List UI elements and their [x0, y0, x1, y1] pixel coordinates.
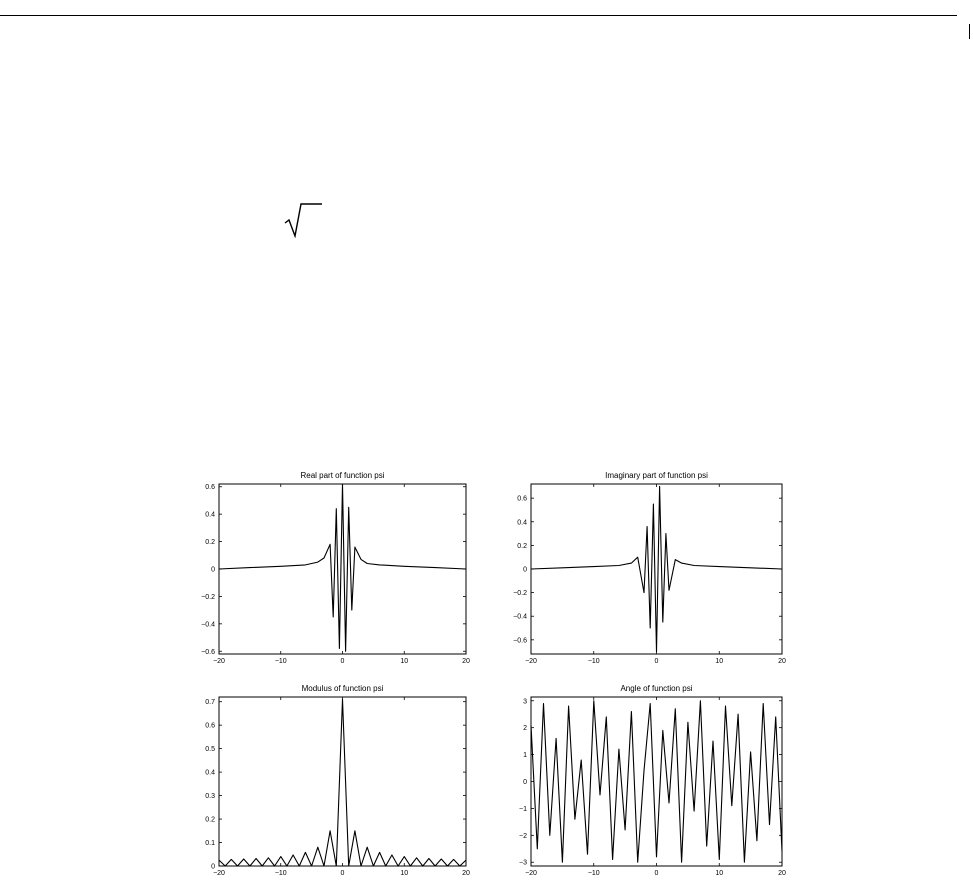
chart-title: Real part of function psi [300, 471, 385, 480]
y-tick-label: 0.2 [205, 539, 215, 547]
y-tick-label: −0.4 [513, 613, 527, 621]
axes-frame [531, 697, 782, 866]
series-line [219, 484, 466, 651]
plot-imaginary-part [513, 471, 786, 665]
x-tick-label: −10 [587, 658, 600, 665]
y-tick-label: 0.4 [205, 511, 215, 519]
chart-title: Imaginary part of function psi [605, 471, 708, 480]
chart-title: Modulus of function psi [301, 684, 384, 693]
x-tick-label: 20 [462, 870, 470, 877]
y-tick-label: 2 [523, 725, 527, 733]
x-tick-label: 20 [778, 870, 786, 877]
y-tick-label: 0 [211, 566, 215, 574]
x-tick-label: 10 [715, 870, 724, 877]
series-line [531, 701, 782, 862]
chart-title: Angle of function psi [620, 684, 693, 693]
x-tick-label: 0 [340, 658, 345, 665]
y-tick-label: 0.5 [205, 746, 215, 754]
y-tick-label: 0.2 [517, 542, 527, 550]
y-tick-label: −1 [519, 805, 527, 813]
y-tick-label: −0.6 [201, 648, 215, 656]
x-tick-label: −20 [213, 658, 225, 665]
x-tick-label: −10 [274, 870, 287, 877]
x-tick-label: 10 [715, 658, 724, 665]
y-tick-label: −2 [519, 832, 527, 840]
plot-angle [519, 684, 786, 877]
x-tick-label: 0 [654, 870, 659, 877]
y-tick-label: 0.4 [205, 769, 215, 777]
y-tick-label: −0.2 [513, 590, 527, 598]
y-tick-label: 0.6 [517, 495, 527, 503]
x-tick-label: −10 [587, 870, 600, 877]
series-line [219, 699, 466, 866]
y-tick-label: 0.4 [517, 519, 527, 527]
y-tick-label: 0.6 [205, 484, 215, 492]
x-tick-label: 0 [340, 870, 345, 877]
y-tick-label: −3 [519, 859, 527, 867]
plot-real-part [201, 471, 470, 665]
y-tick-label: 0.3 [205, 793, 215, 801]
y-tick-label: −0.4 [201, 621, 215, 629]
y-tick-label: 0.7 [205, 699, 215, 707]
y-tick-label: 0 [211, 863, 215, 871]
x-tick-label: 10 [400, 870, 409, 877]
x-tick-label: 20 [778, 658, 786, 665]
y-tick-label: 0.6 [205, 722, 215, 730]
y-tick-label: −0.6 [513, 637, 527, 645]
series-line [531, 486, 782, 651]
y-tick-label: 3 [523, 698, 527, 706]
y-tick-label: 0 [523, 779, 527, 786]
x-tick-label: 10 [400, 658, 409, 665]
x-tick-label: −20 [525, 870, 537, 877]
y-tick-label: 0.1 [205, 840, 215, 848]
axes-frame [219, 697, 466, 866]
y-tick-label: 0 [523, 566, 527, 574]
x-tick-label: 20 [462, 658, 470, 665]
x-tick-label: −20 [525, 658, 537, 665]
x-tick-label: −20 [213, 870, 225, 877]
y-tick-label: 0.2 [205, 816, 215, 824]
y-tick-label: 1 [523, 752, 527, 760]
x-tick-label: 0 [654, 658, 659, 665]
plot-modulus [205, 684, 470, 877]
x-tick-label: −10 [274, 658, 287, 665]
y-tick-label: −0.2 [201, 593, 215, 601]
